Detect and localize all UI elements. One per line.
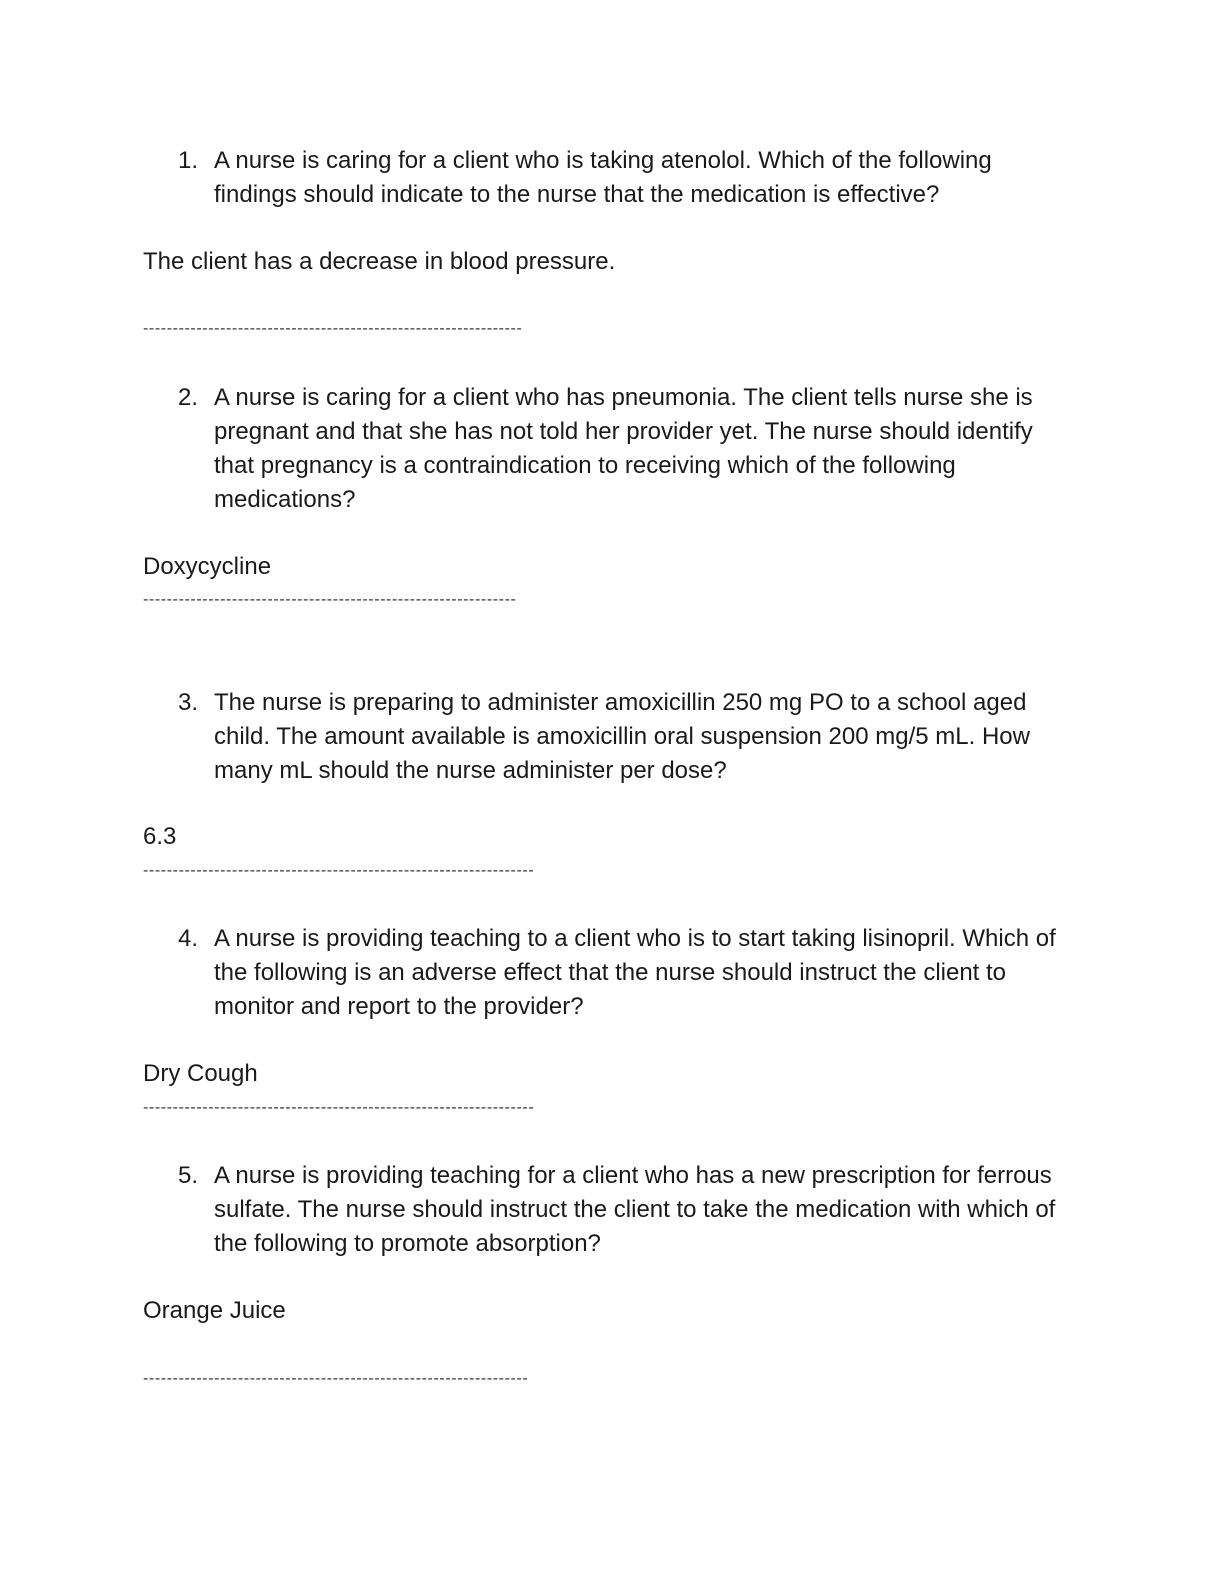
question-number: 5.: [178, 1162, 199, 1189]
question-3: [178, 686, 1078, 788]
separator-2: ---------------------------------------------------------------: [143, 591, 517, 608]
question-number: 2.: [178, 384, 199, 411]
question-text: A nurse is caring for a client who has pneumonia. The client tells nurse she is pregnant and that she has not told her provider yet. The nurse should identify that pregnancy is a contraindication to receiving which of the following medications?: [214, 384, 1033, 513]
question-number: 3.: [178, 689, 199, 716]
question-text: A nurse is providing teaching for a client who has a new prescription for ferrous sulfate. The nurse should instruct the client to take the medication with which of the following to promote absorption?: [214, 1162, 1056, 1257]
question-2: [178, 381, 1078, 517]
separator-3: ------------------------------------------------------------------: [143, 862, 535, 879]
separator-5: -----------------------------------------------------------------: [143, 1370, 529, 1387]
question-4: [178, 922, 1078, 1024]
question-number: 1.: [178, 147, 199, 174]
question-number: 4.: [178, 925, 199, 952]
answer-4: Dry Cough: [143, 1060, 258, 1087]
separator-4: ------------------------------------------------------------------: [143, 1099, 535, 1116]
answer-2: Doxycycline: [143, 553, 272, 580]
answer-1: The client has a decrease in blood pressure.: [143, 248, 616, 275]
question-text: The nurse is preparing to administer amoxicillin 250 mg PO to a school aged child. The amount available is amoxicillin oral suspension 200 mg/5 mL. How many mL should the nurse administer per dose?: [214, 689, 1030, 784]
answer-3: 6.3: [143, 823, 177, 850]
question-text: A nurse is providing teaching to a client who is to start taking lisinopril. Which of the following is an adverse effect that the nurse should instruct the client to monitor and report to the provider?: [214, 925, 1056, 1020]
question-1: [178, 144, 1078, 212]
question-text: A nurse is caring for a client who is taking atenolol. Which of the following findings should indicate to the nurse that the medication is effective?: [214, 147, 992, 208]
question-5: [178, 1159, 1078, 1261]
answer-5: Orange Juice: [143, 1297, 286, 1324]
separator-1: ----------------------------------------------------------------: [143, 320, 523, 337]
